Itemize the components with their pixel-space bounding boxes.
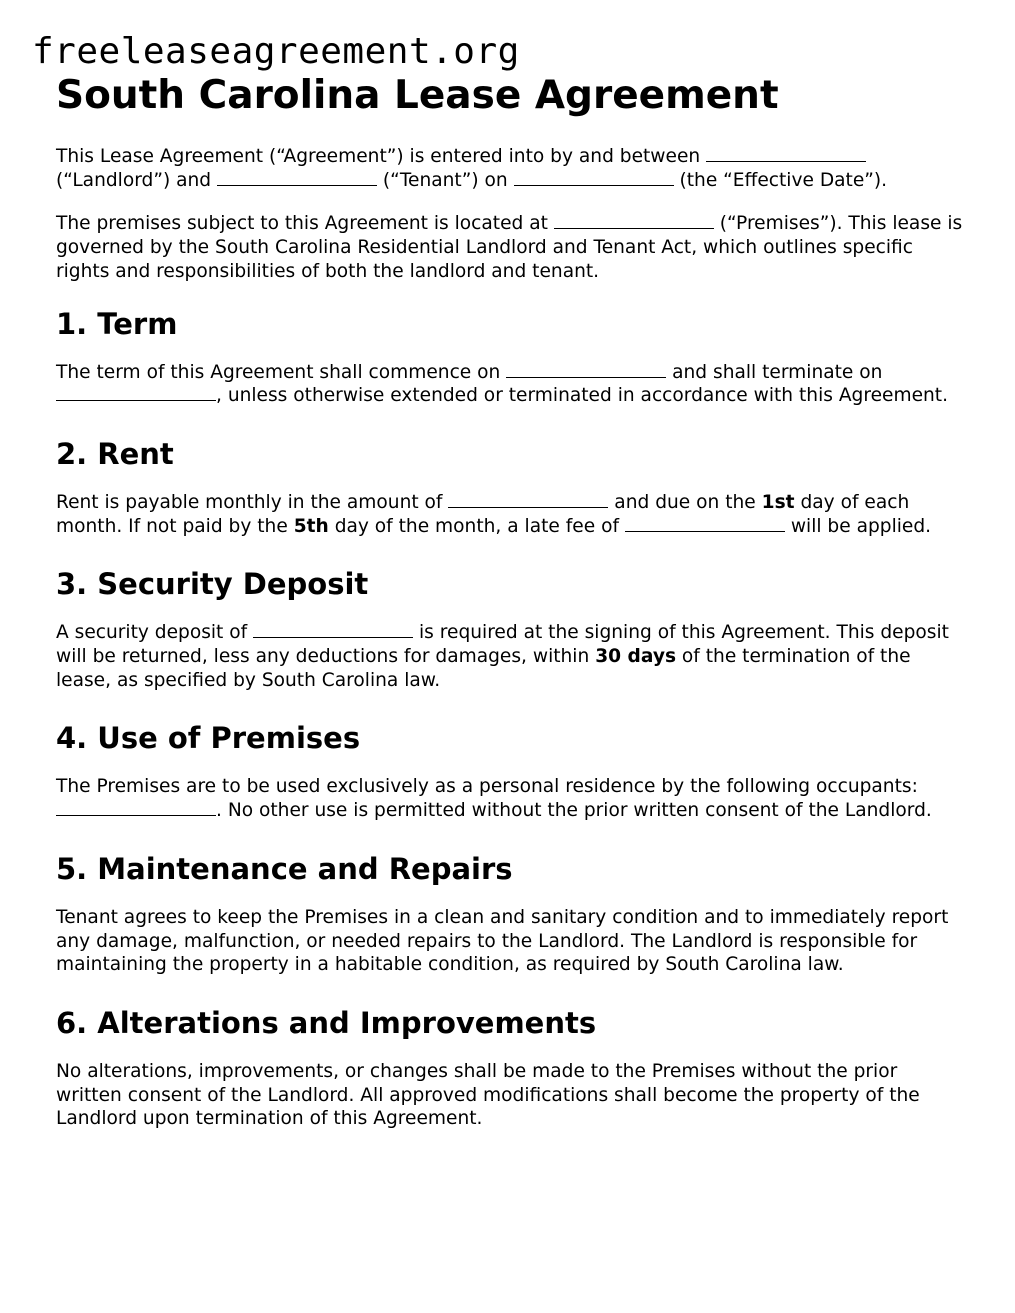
intro-text: (“Premises”). This lease is governed by the South Carolina Residential Landlord and Tenant Act, which outlines specific rights and responsibilities of both the landlord and tenant. — [56, 213, 963, 282]
term-paragraph — [56, 361, 966, 408]
deposit-text: is required at the signing of this Agreement. This deposit will be returned, less any deductions for damages, within — [56, 622, 949, 668]
rent-due-day: 1st — [761, 491, 795, 513]
section-heading-security-deposit: 3. Security Deposit — [56, 567, 369, 602]
intro-text: (“Tenant”) on — [377, 169, 514, 191]
section-heading-rent: 2. Rent — [56, 436, 174, 471]
rent-text: Rent is payable monthly in the amount of — [56, 491, 449, 513]
rent-late-day: 5th — [293, 515, 329, 537]
use-text: . No other use is permitted without the prior written consent of the Landlord. — [216, 800, 932, 822]
rent-amount-blank[interactable] — [448, 491, 608, 508]
section-heading-use-of-premises: 4. Use of Premises — [56, 721, 361, 756]
late-fee-blank[interactable] — [625, 515, 785, 532]
landlord-name-blank[interactable] — [706, 145, 866, 162]
start-date-blank[interactable] — [506, 361, 666, 378]
tenant-name-blank[interactable] — [217, 169, 377, 186]
rent-text: day of the month, a late fee of — [328, 515, 625, 537]
section-heading-alterations: 6. Alterations and Improvements — [56, 1005, 597, 1040]
document-title: South Carolina Lease Agreement — [56, 73, 779, 118]
intro-parties-paragraph — [56, 145, 966, 192]
maintenance-paragraph: Tenant agrees to keep the Premises in a clean and sanitary condition and to immediately report any damage, malfunction, or needed repairs to the Landlord. The Landlord is responsible for maintaining the property in a habitable condition, as required by South Carolina law. — [56, 906, 949, 976]
deposit-text: A security deposit of — [56, 622, 254, 644]
lease-document — [56, 72, 966, 1131]
occupants-blank[interactable] — [56, 799, 216, 816]
effective-date-blank[interactable] — [514, 169, 674, 186]
intro-text: The premises subject to this Agreement is located at — [56, 213, 554, 235]
rent-text: and due on the — [608, 491, 762, 513]
watermark-site-name: freeleaseagreement.org — [32, 31, 520, 72]
rent-text: will be applied. — [784, 515, 932, 537]
alterations-paragraph: No alterations, improvements, or changes shall be made to the Premises without the prior written consent of the Landlord. All approved modifications shall become the property of the Landlord upon termination of this Agreement. — [56, 1060, 920, 1130]
deposit-amount-blank[interactable] — [253, 621, 413, 638]
use-text: The Premises are to be used exclusively as a personal residence by the following occupants: — [56, 776, 918, 798]
premises-address-blank[interactable] — [554, 212, 714, 229]
deposit-text: of the termination of the lease, as specified by South Carolina law. — [56, 646, 911, 691]
intro-text: This Lease Agreement (“Agreement”) is entered into by and between — [56, 146, 707, 167]
intro-text: (“Landlord”) and — [56, 169, 218, 191]
term-text: The term of this Agreement shall commence on — [56, 361, 507, 383]
deposit-return-days: 30 days — [595, 646, 677, 668]
rent-paragraph — [56, 491, 966, 538]
intro-premises-paragraph — [56, 212, 966, 283]
intro-text: (the “Effective Date”). — [673, 169, 888, 191]
use-paragraph — [56, 775, 966, 822]
end-date-blank[interactable] — [56, 384, 216, 401]
deposit-paragraph — [56, 621, 966, 692]
section-heading-maintenance: 5. Maintenance and Repairs — [56, 851, 513, 886]
term-text: and shall terminate on — [666, 361, 883, 383]
term-text: , unless otherwise extended or terminated in accordance with this Agreement. — [216, 385, 949, 407]
rent-text: day of each month. If not paid by the — [56, 491, 910, 537]
section-heading-term: 1. Term — [56, 306, 178, 341]
